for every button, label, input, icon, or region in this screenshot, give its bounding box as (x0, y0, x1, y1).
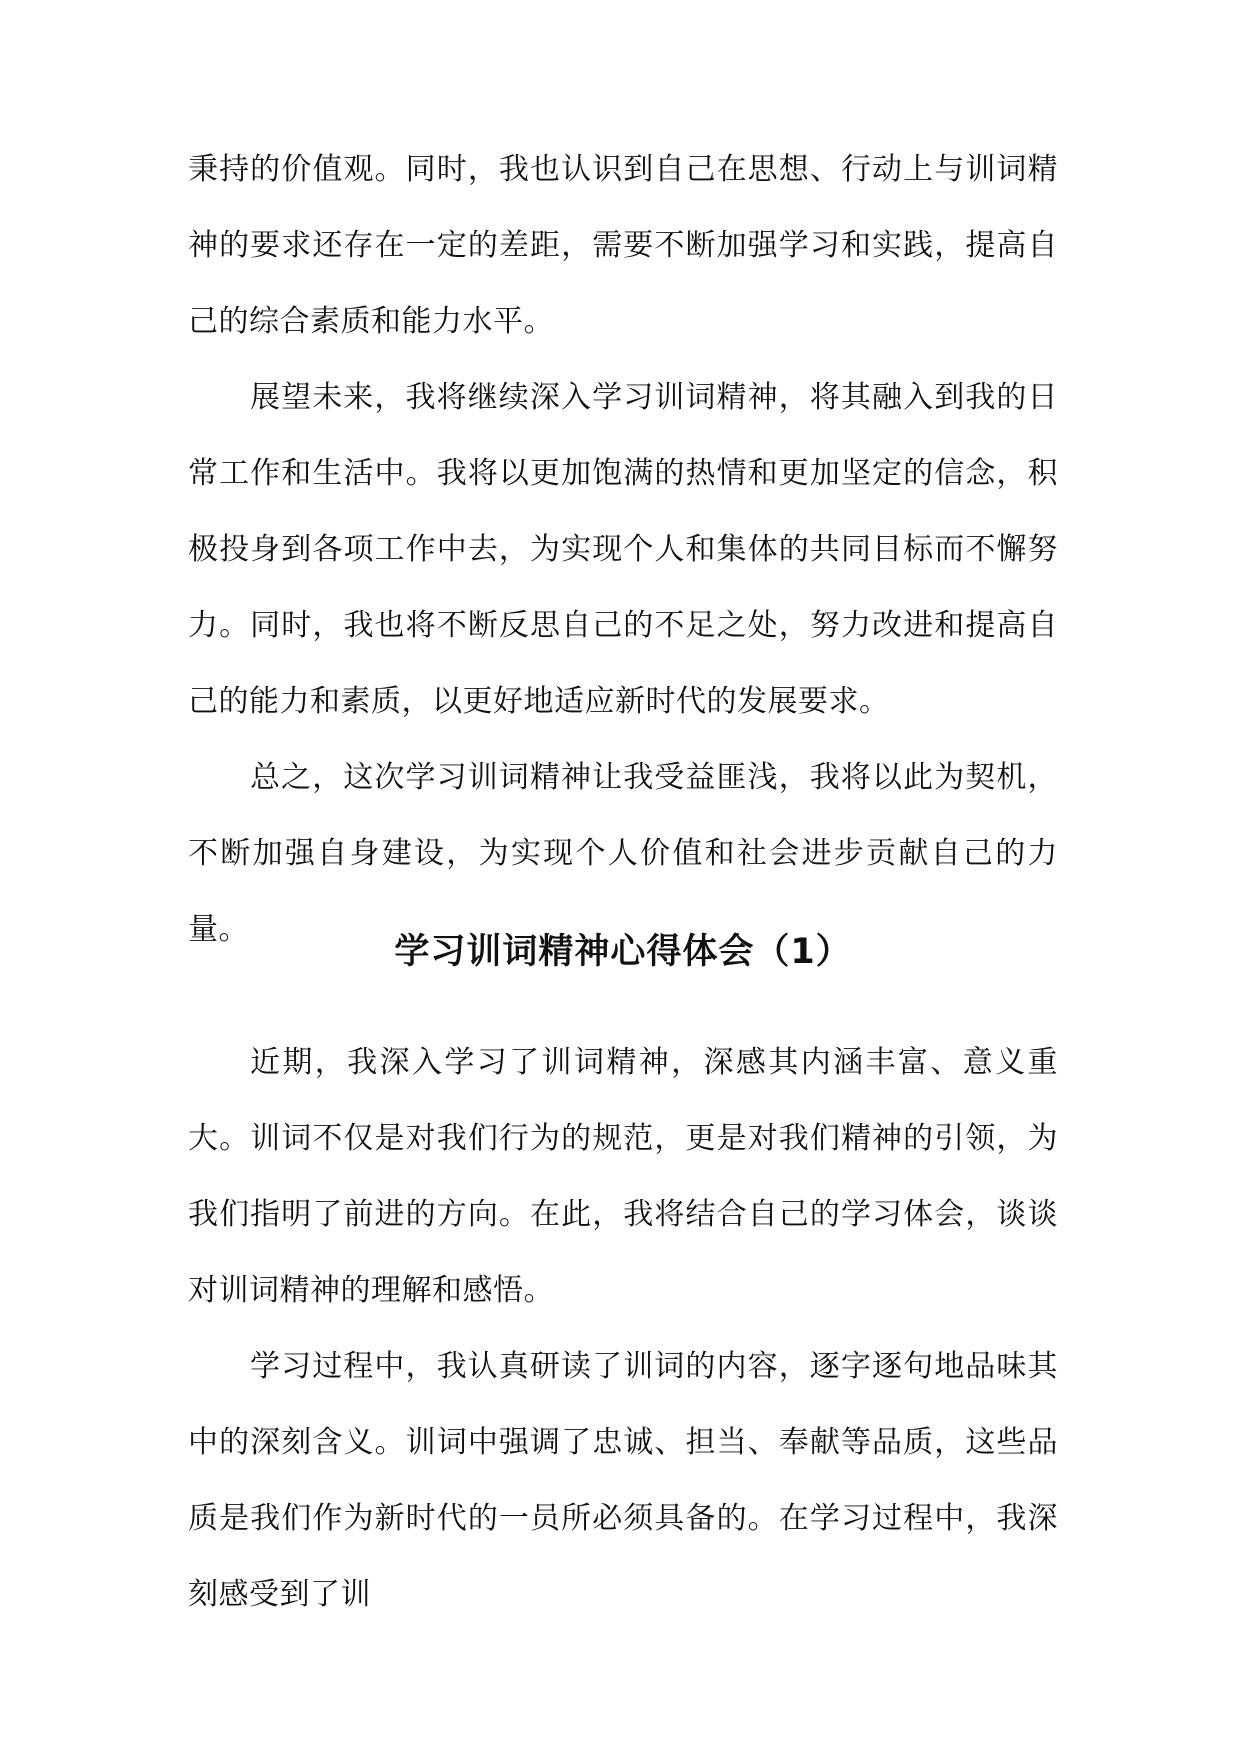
paragraph-intro: 近期，我深入学习了训词精神，深感其内涵丰富、意义重大。训词不仅是对我们行为的规范，更是对我们精神的引领，为我们指明了前进的方向。在此，我将结合自己的学习体会，谈谈对训词精神的理解和感悟。 (188, 1045, 1058, 1308)
paragraph-conclusion: 总之，这次学习训词精神让我受益匪浅，我将以此为契机，不断加强自身建设，为实现个人价值和社会进步贡献自己的力量。 (188, 760, 1058, 947)
paragraph-study-process: 学习过程中，我认真研读了训词的内容，逐字逐句地品味其中的深刻含义。训词中强调了忠诚、担当、奉献等品质，这些品质是我们作为新时代的一员所必须具备的。在学习过程中，我深刻感受到了训 (188, 1349, 1058, 1612)
paragraph-continuation: 秉持的价值观。同时，我也认识到自己在思想、行动上与训词精神的要求还存在一定的差距，需要不断加强学习和实践，提高自己的综合素质和能力水平。 (188, 152, 1058, 339)
section-title: 学习训词精神心得体会（1） (394, 932, 852, 972)
body-text-before-title (188, 132, 1058, 968)
body-text-after-title (188, 1025, 1058, 1633)
paragraph-outlook: 展望未来，我将继续深入学习训词精神，将其融入到我的日常工作和生活中。我将以更加饱满的热情和更加坚定的信念，积极投身到各项工作中去，为实现个人和集体的共同目标而不懈努力。同时，我也将不断反思自己的不足之处，努力改进和提高自己的能力和素质，以更好地适应新时代的发展要求。 (188, 380, 1058, 719)
